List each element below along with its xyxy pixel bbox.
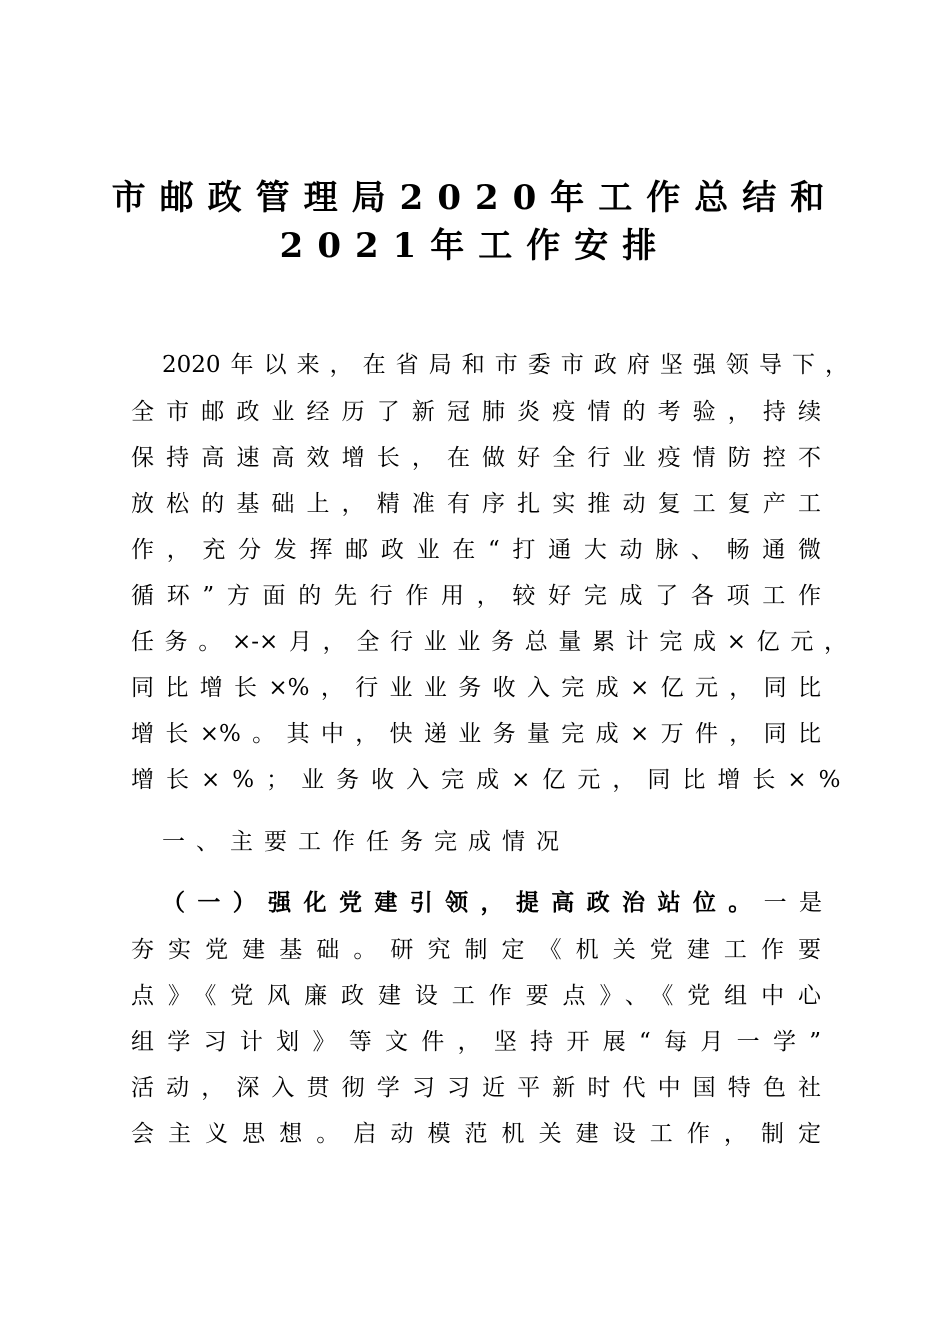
intro-line: 作，充分发挥邮政业在“打通大动脉、畅通微	[131, 537, 821, 563]
body-line: 组学习计划》等文件，坚持开展“每月一学”	[131, 1029, 821, 1055]
body-line: 夯实党建基础。研究制定《机关党建工作要	[131, 937, 821, 963]
subsection-title-continuation: 一是	[763, 890, 823, 916]
intro-line: 全市邮政业经历了新冠肺炎疫情的考验，持续	[131, 399, 821, 425]
body-line: 点》《党风廉政建设工作要点》、《党组中心	[131, 983, 821, 1009]
document-title-line-1: 市邮政管理局2020年工作总结和	[111, 178, 839, 218]
intro-line: 任务。×-×月，全行业业务总量累计完成×亿元，	[131, 629, 847, 655]
subsection-first-line	[162, 888, 822, 918]
intro-line: 同比增长×%，行业业务收入完成×亿元，同比	[131, 675, 821, 701]
document-title-line-2: 2021年工作安排	[279, 226, 671, 266]
intro-line: 放松的基础上，精准有序扎实推动复工复产工	[131, 491, 821, 517]
intro-line: 增长×%。其中，快递业务量完成×万件，同比	[131, 721, 821, 747]
intro-line: 保持高速高效增长，在做好全行业疫情防控不	[131, 445, 821, 471]
intro-line: 增长×%；业务收入完成×亿元，同比增长×%	[131, 767, 853, 793]
intro-line: 2020年以来，在省局和市委市政府坚强领导下，	[162, 352, 848, 378]
intro-line: 循环”方面的先行作用，较好完成了各项工作	[131, 583, 821, 609]
body-line: 活动，深入贯彻学习习近平新时代中国特色社	[131, 1075, 821, 1101]
body-line: 会主义思想。启动模范机关建设工作，制定	[131, 1121, 821, 1147]
subsection-title: （一）强化党建引领，提高政治站位。	[162, 889, 764, 916]
section-heading: 一、主要工作任务完成情况	[162, 829, 570, 855]
